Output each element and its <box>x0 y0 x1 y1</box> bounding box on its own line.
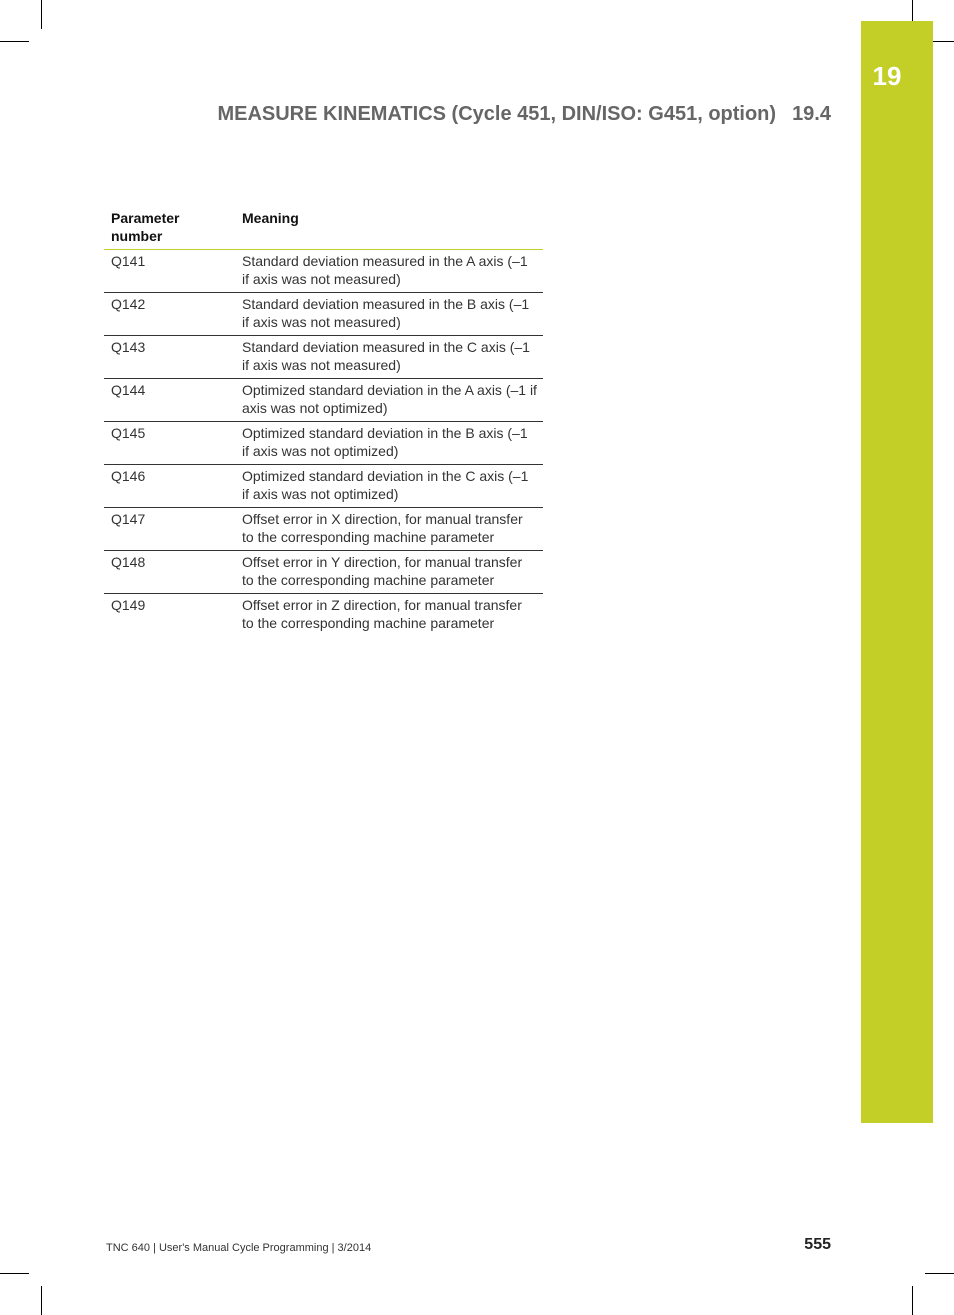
table-row <box>104 594 543 637</box>
table-row <box>104 293 543 336</box>
column-label: Parameter number <box>111 210 180 244</box>
parameter-number: Q141 <box>104 250 235 293</box>
crop-mark <box>912 1286 913 1315</box>
chapter-tab <box>861 21 933 1123</box>
parameter-meaning: Standard deviation measured in the C axis (–1 if axis was not measured) <box>235 336 543 379</box>
parameter-meaning: Standard deviation measured in the B axis (–1 if axis was not measured) <box>235 293 543 336</box>
parameter-meaning: Standard deviation measured in the A axis (–1 if axis was not measured) <box>235 250 543 293</box>
page-number: 555 <box>804 1236 831 1253</box>
table-header-row <box>104 209 543 250</box>
parameter-meaning: Optimized standard deviation in the A axis (–1 if axis was not optimized) <box>235 379 543 422</box>
header-title: MEASURE KINEMATICS (Cycle 451, DIN/ISO: G451, option) <box>217 103 777 125</box>
parameter-number: Q143 <box>104 336 235 379</box>
crop-mark <box>41 0 42 29</box>
crop-mark <box>925 1273 954 1274</box>
table-row <box>104 336 543 379</box>
table-row <box>104 508 543 551</box>
parameter-number: Q146 <box>104 465 235 508</box>
table-row <box>104 379 543 422</box>
crop-mark <box>912 0 913 21</box>
parameter-meaning: Optimized standard deviation in the B axis (–1 if axis was not optimized) <box>235 422 543 465</box>
parameter-number: Q147 <box>104 508 235 551</box>
table-row <box>104 551 543 594</box>
running-header <box>217 103 831 126</box>
footer-text: TNC 640 | User's Manual Cycle Programming | 3/2014 <box>106 1242 372 1254</box>
parameter-number: Q144 <box>104 379 235 422</box>
parameter-meaning: Offset error in Z direction, for manual transfer to the corresponding machine parameter <box>242 597 522 631</box>
crop-mark <box>0 1273 29 1274</box>
crop-mark <box>0 41 29 42</box>
parameter-number: Q142 <box>104 293 235 336</box>
parameter-number: Q148 <box>104 551 235 594</box>
crop-mark <box>41 1286 42 1315</box>
parameter-number: Q149 <box>111 597 146 613</box>
table-row <box>104 465 543 508</box>
column-header-meaning: Meaning <box>235 209 543 250</box>
parameter-number: Q145 <box>104 422 235 465</box>
table-row <box>104 250 543 293</box>
header-section: 19.4 <box>792 103 831 125</box>
parameter-meaning: Offset error in X direction, for manual transfer to the corresponding machine parameter <box>235 508 543 551</box>
column-header-parameter <box>104 209 235 250</box>
table-row <box>104 422 543 465</box>
crop-mark <box>933 41 954 42</box>
chapter-number: 19 <box>872 61 902 91</box>
parameter-meaning: Optimized standard deviation in the C axis (–1 if axis was not optimized) <box>235 465 543 508</box>
parameter-table <box>104 209 543 636</box>
parameter-meaning: Offset error in Y direction, for manual transfer to the corresponding machine parameter <box>235 551 543 594</box>
